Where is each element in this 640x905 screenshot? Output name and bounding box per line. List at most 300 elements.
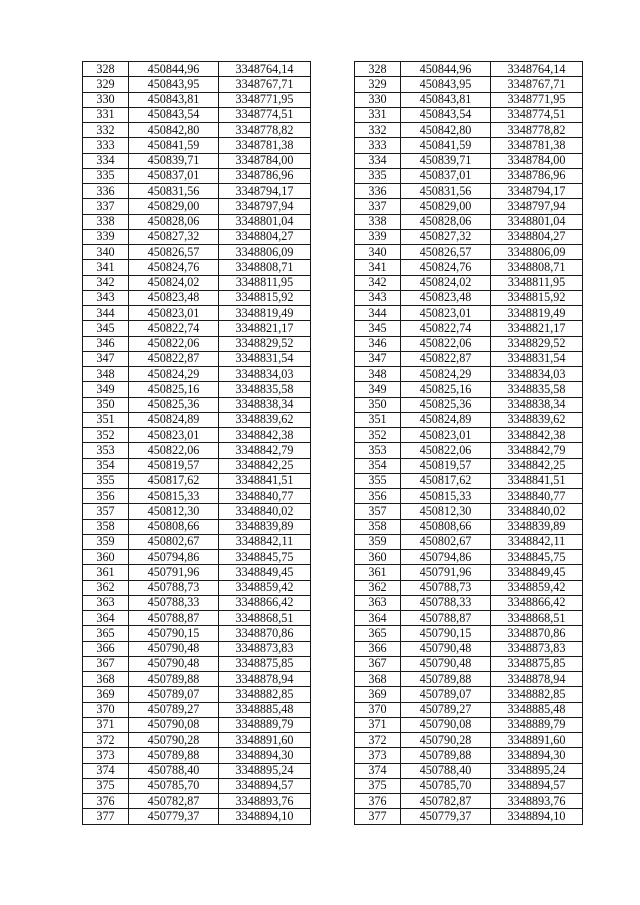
column-gap	[311, 428, 355, 443]
right-y-coordinate-cell: 3348842,79	[491, 443, 583, 458]
table-row	[83, 534, 583, 549]
left-point-number-cell: 334	[83, 153, 129, 168]
table-row	[83, 77, 583, 92]
right-point-number-cell: 334	[355, 153, 401, 168]
table-row	[83, 336, 583, 351]
left-x-coordinate-cell: 450824,89	[129, 412, 219, 427]
left-x-coordinate-cell: 450843,54	[129, 107, 219, 122]
left-point-number-cell: 352	[83, 428, 129, 443]
left-x-coordinate-cell: 450808,66	[129, 519, 219, 534]
right-x-coordinate-cell: 450817,62	[401, 473, 491, 488]
left-y-coordinate-cell: 3348866,42	[219, 595, 311, 610]
left-x-coordinate-cell: 450831,56	[129, 184, 219, 199]
left-x-coordinate-cell: 450822,87	[129, 351, 219, 366]
right-y-coordinate-cell: 3348801,04	[491, 214, 583, 229]
left-y-coordinate-cell: 3348784,00	[219, 153, 311, 168]
right-x-coordinate-cell: 450794,86	[401, 550, 491, 565]
table-row	[83, 626, 583, 641]
right-y-coordinate-cell: 3348808,71	[491, 260, 583, 275]
left-x-coordinate-cell: 450819,57	[129, 458, 219, 473]
left-point-number-cell: 346	[83, 336, 129, 351]
left-x-coordinate-cell: 450823,01	[129, 306, 219, 321]
right-y-coordinate-cell: 3348841,51	[491, 473, 583, 488]
left-point-number-cell: 345	[83, 321, 129, 336]
right-y-coordinate-cell: 3348829,52	[491, 336, 583, 351]
left-x-coordinate-cell: 450829,00	[129, 199, 219, 214]
right-y-coordinate-cell: 3348771,95	[491, 92, 583, 107]
left-point-number-cell: 339	[83, 229, 129, 244]
column-gap	[311, 763, 355, 778]
right-x-coordinate-cell: 450819,57	[401, 458, 491, 473]
right-y-coordinate-cell: 3348842,38	[491, 428, 583, 443]
left-point-number-cell: 337	[83, 199, 129, 214]
coordinates-table-body	[83, 62, 583, 825]
right-point-number-cell: 338	[355, 214, 401, 229]
table-row	[83, 199, 583, 214]
right-point-number-cell: 365	[355, 626, 401, 641]
right-y-coordinate-cell: 3348875,85	[491, 656, 583, 671]
right-x-coordinate-cell: 450825,16	[401, 382, 491, 397]
right-point-number-cell: 360	[355, 550, 401, 565]
right-x-coordinate-cell: 450789,27	[401, 702, 491, 717]
right-y-coordinate-cell: 3348786,96	[491, 168, 583, 183]
right-point-number-cell: 364	[355, 611, 401, 626]
left-point-number-cell: 348	[83, 367, 129, 382]
left-y-coordinate-cell: 3348895,24	[219, 763, 311, 778]
column-gap	[311, 717, 355, 732]
left-y-coordinate-cell: 3348894,57	[219, 778, 311, 793]
right-point-number-cell: 376	[355, 794, 401, 809]
right-x-coordinate-cell: 450823,01	[401, 428, 491, 443]
right-point-number-cell: 332	[355, 123, 401, 138]
left-y-coordinate-cell: 3348797,94	[219, 199, 311, 214]
left-x-coordinate-cell: 450790,08	[129, 717, 219, 732]
left-point-number-cell: 349	[83, 382, 129, 397]
left-x-coordinate-cell: 450843,81	[129, 92, 219, 107]
left-x-coordinate-cell: 450788,40	[129, 763, 219, 778]
right-point-number-cell: 346	[355, 336, 401, 351]
left-y-coordinate-cell: 3348842,25	[219, 458, 311, 473]
left-point-number-cell: 353	[83, 443, 129, 458]
table-row	[83, 611, 583, 626]
right-point-number-cell: 329	[355, 77, 401, 92]
right-point-number-cell: 341	[355, 260, 401, 275]
right-x-coordinate-cell: 450824,29	[401, 367, 491, 382]
right-y-coordinate-cell: 3348873,83	[491, 641, 583, 656]
right-y-coordinate-cell: 3348839,62	[491, 412, 583, 427]
column-gap	[311, 336, 355, 351]
right-x-coordinate-cell: 450815,33	[401, 489, 491, 504]
right-point-number-cell: 344	[355, 306, 401, 321]
table-row	[83, 260, 583, 275]
right-y-coordinate-cell: 3348821,17	[491, 321, 583, 336]
table-row	[83, 153, 583, 168]
left-y-coordinate-cell: 3348885,48	[219, 702, 311, 717]
right-y-coordinate-cell: 3348804,27	[491, 229, 583, 244]
right-point-number-cell: 349	[355, 382, 401, 397]
right-x-coordinate-cell: 450831,56	[401, 184, 491, 199]
right-y-coordinate-cell: 3348895,24	[491, 763, 583, 778]
table-row	[83, 672, 583, 687]
left-y-coordinate-cell: 3348859,42	[219, 580, 311, 595]
column-gap	[311, 229, 355, 244]
right-point-number-cell: 340	[355, 245, 401, 260]
right-point-number-cell: 355	[355, 473, 401, 488]
left-y-coordinate-cell: 3348840,77	[219, 489, 311, 504]
right-x-coordinate-cell: 450824,02	[401, 275, 491, 290]
table-row	[83, 550, 583, 565]
table-row	[83, 382, 583, 397]
right-x-coordinate-cell: 450844,96	[401, 62, 491, 77]
column-gap	[311, 397, 355, 412]
right-y-coordinate-cell: 3348882,85	[491, 687, 583, 702]
left-y-coordinate-cell: 3348774,51	[219, 107, 311, 122]
column-gap	[311, 794, 355, 809]
right-point-number-cell: 335	[355, 168, 401, 183]
right-x-coordinate-cell: 450789,88	[401, 748, 491, 763]
right-x-coordinate-cell: 450822,06	[401, 443, 491, 458]
left-point-number-cell: 329	[83, 77, 129, 92]
right-x-coordinate-cell: 450785,70	[401, 778, 491, 793]
left-x-coordinate-cell: 450790,28	[129, 733, 219, 748]
table-row	[83, 397, 583, 412]
left-x-coordinate-cell: 450826,57	[129, 245, 219, 260]
left-point-number-cell: 354	[83, 458, 129, 473]
left-point-number-cell: 344	[83, 306, 129, 321]
table-row	[83, 123, 583, 138]
column-gap	[311, 412, 355, 427]
right-y-coordinate-cell: 3348797,94	[491, 199, 583, 214]
table-row	[83, 107, 583, 122]
left-y-coordinate-cell: 3348868,51	[219, 611, 311, 626]
right-x-coordinate-cell: 450812,30	[401, 504, 491, 519]
left-y-coordinate-cell: 3348815,92	[219, 290, 311, 305]
left-point-number-cell: 331	[83, 107, 129, 122]
left-y-coordinate-cell: 3348819,49	[219, 306, 311, 321]
right-point-number-cell: 373	[355, 748, 401, 763]
left-point-number-cell: 365	[83, 626, 129, 641]
column-gap	[311, 123, 355, 138]
column-gap	[311, 672, 355, 687]
right-y-coordinate-cell: 3348842,11	[491, 534, 583, 549]
left-point-number-cell: 364	[83, 611, 129, 626]
left-y-coordinate-cell: 3348878,94	[219, 672, 311, 687]
left-x-coordinate-cell: 450794,86	[129, 550, 219, 565]
left-y-coordinate-cell: 3348835,58	[219, 382, 311, 397]
table-row	[83, 275, 583, 290]
column-gap	[311, 168, 355, 183]
left-y-coordinate-cell: 3348811,95	[219, 275, 311, 290]
column-gap	[311, 702, 355, 717]
left-point-number-cell: 361	[83, 565, 129, 580]
right-y-coordinate-cell: 3348866,42	[491, 595, 583, 610]
left-x-coordinate-cell: 450844,96	[129, 62, 219, 77]
table-row	[83, 702, 583, 717]
left-point-number-cell: 341	[83, 260, 129, 275]
right-x-coordinate-cell: 450789,07	[401, 687, 491, 702]
table-row	[83, 412, 583, 427]
right-point-number-cell: 368	[355, 672, 401, 687]
left-y-coordinate-cell: 3348882,85	[219, 687, 311, 702]
right-x-coordinate-cell: 450823,48	[401, 290, 491, 305]
column-gap	[311, 443, 355, 458]
column-gap	[311, 275, 355, 290]
column-gap	[311, 565, 355, 580]
right-x-coordinate-cell: 450828,06	[401, 214, 491, 229]
left-y-coordinate-cell: 3348838,34	[219, 397, 311, 412]
left-y-coordinate-cell: 3348781,38	[219, 138, 311, 153]
right-x-coordinate-cell: 450826,57	[401, 245, 491, 260]
left-y-coordinate-cell: 3348764,14	[219, 62, 311, 77]
table-row	[83, 733, 583, 748]
right-point-number-cell: 354	[355, 458, 401, 473]
left-point-number-cell: 330	[83, 92, 129, 107]
left-point-number-cell: 343	[83, 290, 129, 305]
table-row	[83, 351, 583, 366]
left-point-number-cell: 347	[83, 351, 129, 366]
left-x-coordinate-cell: 450779,37	[129, 809, 219, 824]
right-x-coordinate-cell: 450788,40	[401, 763, 491, 778]
left-x-coordinate-cell: 450815,33	[129, 489, 219, 504]
right-x-coordinate-cell: 450822,74	[401, 321, 491, 336]
right-y-coordinate-cell: 3348784,00	[491, 153, 583, 168]
right-point-number-cell: 339	[355, 229, 401, 244]
column-gap	[311, 62, 355, 77]
right-x-coordinate-cell: 450788,87	[401, 611, 491, 626]
left-x-coordinate-cell: 450790,48	[129, 656, 219, 671]
right-x-coordinate-cell: 450843,54	[401, 107, 491, 122]
left-x-coordinate-cell: 450828,06	[129, 214, 219, 229]
left-y-coordinate-cell: 3348845,75	[219, 550, 311, 565]
left-x-coordinate-cell: 450822,74	[129, 321, 219, 336]
left-x-coordinate-cell: 450782,87	[129, 794, 219, 809]
left-x-coordinate-cell: 450789,88	[129, 672, 219, 687]
left-point-number-cell: 356	[83, 489, 129, 504]
right-point-number-cell: 353	[355, 443, 401, 458]
left-x-coordinate-cell: 450827,32	[129, 229, 219, 244]
coordinates-table	[82, 61, 583, 825]
left-y-coordinate-cell: 3348804,27	[219, 229, 311, 244]
left-y-coordinate-cell: 3348893,76	[219, 794, 311, 809]
table-row	[83, 794, 583, 809]
left-point-number-cell: 336	[83, 184, 129, 199]
right-point-number-cell: 361	[355, 565, 401, 580]
right-y-coordinate-cell: 3348840,02	[491, 504, 583, 519]
column-gap	[311, 748, 355, 763]
right-y-coordinate-cell: 3348842,25	[491, 458, 583, 473]
table-row	[83, 809, 583, 824]
column-gap	[311, 534, 355, 549]
left-point-number-cell: 370	[83, 702, 129, 717]
table-row	[83, 321, 583, 336]
table-row	[83, 717, 583, 732]
left-point-number-cell: 359	[83, 534, 129, 549]
table-row	[83, 229, 583, 244]
right-point-number-cell: 350	[355, 397, 401, 412]
table-row	[83, 428, 583, 443]
column-gap	[311, 504, 355, 519]
right-x-coordinate-cell: 450824,89	[401, 412, 491, 427]
right-y-coordinate-cell: 3348835,58	[491, 382, 583, 397]
left-point-number-cell: 350	[83, 397, 129, 412]
right-y-coordinate-cell: 3348838,34	[491, 397, 583, 412]
column-gap	[311, 473, 355, 488]
left-point-number-cell: 362	[83, 580, 129, 595]
left-y-coordinate-cell: 3348840,02	[219, 504, 311, 519]
left-point-number-cell: 338	[83, 214, 129, 229]
table-row	[83, 687, 583, 702]
table-row	[83, 245, 583, 260]
left-x-coordinate-cell: 450790,15	[129, 626, 219, 641]
left-y-coordinate-cell: 3348806,09	[219, 245, 311, 260]
left-point-number-cell: 376	[83, 794, 129, 809]
right-y-coordinate-cell: 3348868,51	[491, 611, 583, 626]
left-point-number-cell: 373	[83, 748, 129, 763]
right-x-coordinate-cell: 450824,76	[401, 260, 491, 275]
right-point-number-cell: 342	[355, 275, 401, 290]
left-x-coordinate-cell: 450824,76	[129, 260, 219, 275]
table-row	[83, 519, 583, 534]
left-point-number-cell: 333	[83, 138, 129, 153]
right-x-coordinate-cell: 450822,06	[401, 336, 491, 351]
right-point-number-cell: 356	[355, 489, 401, 504]
right-x-coordinate-cell: 450802,67	[401, 534, 491, 549]
right-point-number-cell: 377	[355, 809, 401, 824]
right-y-coordinate-cell: 3348781,38	[491, 138, 583, 153]
right-point-number-cell: 331	[355, 107, 401, 122]
right-y-coordinate-cell: 3348878,94	[491, 672, 583, 687]
right-y-coordinate-cell: 3348894,57	[491, 778, 583, 793]
left-x-coordinate-cell: 450822,06	[129, 336, 219, 351]
right-x-coordinate-cell: 450791,96	[401, 565, 491, 580]
column-gap	[311, 809, 355, 824]
right-point-number-cell: 328	[355, 62, 401, 77]
right-x-coordinate-cell: 450808,66	[401, 519, 491, 534]
column-gap	[311, 260, 355, 275]
column-gap	[311, 641, 355, 656]
left-point-number-cell: 351	[83, 412, 129, 427]
left-x-coordinate-cell: 450843,95	[129, 77, 219, 92]
left-point-number-cell: 371	[83, 717, 129, 732]
right-x-coordinate-cell: 450790,15	[401, 626, 491, 641]
right-point-number-cell: 357	[355, 504, 401, 519]
left-x-coordinate-cell: 450790,48	[129, 641, 219, 656]
column-gap	[311, 687, 355, 702]
column-gap	[311, 77, 355, 92]
right-point-number-cell: 348	[355, 367, 401, 382]
right-y-coordinate-cell: 3348891,60	[491, 733, 583, 748]
left-x-coordinate-cell: 450841,59	[129, 138, 219, 153]
left-y-coordinate-cell: 3348894,30	[219, 748, 311, 763]
right-x-coordinate-cell: 450789,88	[401, 672, 491, 687]
left-x-coordinate-cell: 450825,16	[129, 382, 219, 397]
left-y-coordinate-cell: 3348834,03	[219, 367, 311, 382]
left-x-coordinate-cell: 450785,70	[129, 778, 219, 793]
right-x-coordinate-cell: 450790,48	[401, 641, 491, 656]
table-row	[83, 458, 583, 473]
column-gap	[311, 611, 355, 626]
left-y-coordinate-cell: 3348889,79	[219, 717, 311, 732]
left-y-coordinate-cell: 3348849,45	[219, 565, 311, 580]
column-gap	[311, 519, 355, 534]
table-row	[83, 504, 583, 519]
left-x-coordinate-cell: 450802,67	[129, 534, 219, 549]
table-row	[83, 443, 583, 458]
left-point-number-cell: 374	[83, 763, 129, 778]
left-x-coordinate-cell: 450788,33	[129, 595, 219, 610]
column-gap	[311, 458, 355, 473]
left-y-coordinate-cell: 3348821,17	[219, 321, 311, 336]
column-gap	[311, 489, 355, 504]
right-point-number-cell: 359	[355, 534, 401, 549]
left-x-coordinate-cell: 450788,73	[129, 580, 219, 595]
left-point-number-cell: 375	[83, 778, 129, 793]
right-y-coordinate-cell: 3348885,48	[491, 702, 583, 717]
left-y-coordinate-cell: 3348829,52	[219, 336, 311, 351]
left-point-number-cell: 358	[83, 519, 129, 534]
left-point-number-cell: 369	[83, 687, 129, 702]
left-y-coordinate-cell: 3348801,04	[219, 214, 311, 229]
table-row	[83, 138, 583, 153]
left-point-number-cell: 335	[83, 168, 129, 183]
right-point-number-cell: 375	[355, 778, 401, 793]
left-y-coordinate-cell: 3348873,83	[219, 641, 311, 656]
right-y-coordinate-cell: 3348893,76	[491, 794, 583, 809]
column-gap	[311, 107, 355, 122]
left-x-coordinate-cell: 450817,62	[129, 473, 219, 488]
column-gap	[311, 199, 355, 214]
right-x-coordinate-cell: 450829,00	[401, 199, 491, 214]
right-y-coordinate-cell: 3348889,79	[491, 717, 583, 732]
right-x-coordinate-cell: 450788,33	[401, 595, 491, 610]
left-x-coordinate-cell: 450824,29	[129, 367, 219, 382]
right-point-number-cell: 330	[355, 92, 401, 107]
left-y-coordinate-cell: 3348778,82	[219, 123, 311, 138]
left-y-coordinate-cell: 3348839,62	[219, 412, 311, 427]
left-y-coordinate-cell: 3348831,54	[219, 351, 311, 366]
right-y-coordinate-cell: 3348845,75	[491, 550, 583, 565]
column-gap	[311, 367, 355, 382]
right-x-coordinate-cell: 450782,87	[401, 794, 491, 809]
table-row	[83, 473, 583, 488]
left-y-coordinate-cell: 3348875,85	[219, 656, 311, 671]
table-row	[83, 92, 583, 107]
right-x-coordinate-cell: 450839,71	[401, 153, 491, 168]
left-y-coordinate-cell: 3348842,79	[219, 443, 311, 458]
left-x-coordinate-cell: 450842,80	[129, 123, 219, 138]
left-y-coordinate-cell: 3348894,10	[219, 809, 311, 824]
column-gap	[311, 214, 355, 229]
left-x-coordinate-cell: 450789,07	[129, 687, 219, 702]
right-x-coordinate-cell: 450779,37	[401, 809, 491, 824]
left-point-number-cell: 372	[83, 733, 129, 748]
right-y-coordinate-cell: 3348831,54	[491, 351, 583, 366]
table-row	[83, 290, 583, 305]
left-point-number-cell: 332	[83, 123, 129, 138]
right-x-coordinate-cell: 450842,80	[401, 123, 491, 138]
left-y-coordinate-cell: 3348786,96	[219, 168, 311, 183]
column-gap	[311, 733, 355, 748]
left-point-number-cell: 360	[83, 550, 129, 565]
column-gap	[311, 290, 355, 305]
left-y-coordinate-cell: 3348841,51	[219, 473, 311, 488]
left-point-number-cell: 367	[83, 656, 129, 671]
right-point-number-cell: 367	[355, 656, 401, 671]
left-x-coordinate-cell: 450791,96	[129, 565, 219, 580]
right-point-number-cell: 347	[355, 351, 401, 366]
left-x-coordinate-cell: 450789,27	[129, 702, 219, 717]
right-y-coordinate-cell: 3348849,45	[491, 565, 583, 580]
